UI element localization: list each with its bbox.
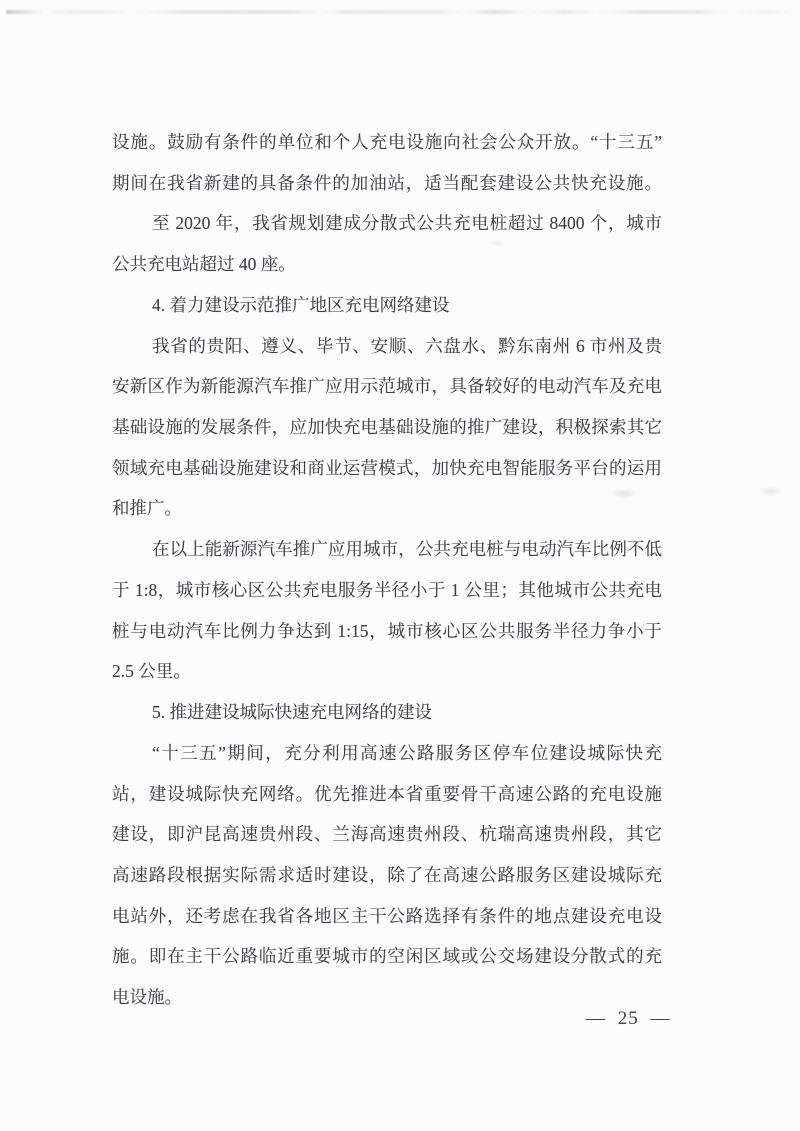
text-line: 领域充电基础设施建设和商业运营模式，加快充电智能服务平台的运用 xyxy=(112,457,662,478)
text-line: 建设，即沪昆高速贵州段、兰海高速贵州段、杭瑞高速贵州段，其它 xyxy=(112,824,662,845)
text-line: 期间在我省新建的具备条件的加油站，适当配套建设公共快充设施。 xyxy=(112,172,662,193)
section-heading: 4. 着力建设示范推广地区充电网络建设 xyxy=(152,294,450,315)
text-line: 在以上能新源汽车推广应用城市，公共充电桩与电动汽车比例不低 xyxy=(152,539,662,560)
text-line: 站，建设城际快充网络。优先推进本省重要骨干高速公路的充电设施 xyxy=(112,783,662,804)
text-line: 2.5 公里。 xyxy=(112,661,191,682)
text-line: 于 1:8，城市核心区公共充电服务半径小于 1 公里；其他城市公共充电 xyxy=(112,579,662,600)
text-line: 电站外，还考虑在我省各地区主干公路选择有条件的地点建设充电设 xyxy=(112,905,662,926)
text-line: 施。即在主干公路临近重要城市的空闲区域或公交场建设分散式的充 xyxy=(112,946,662,967)
scan-smudge xyxy=(758,487,784,496)
page-number: — 25 — xyxy=(586,1008,671,1029)
section-heading: 5. 推进建设城际快速充电网络的建设 xyxy=(152,702,432,723)
text-line: 安新区作为新能源汽车推广应用示范城市，具备较好的电动汽车及充电 xyxy=(112,376,662,397)
scan-artifact-top-streak xyxy=(6,10,794,14)
text-line: 电设施。 xyxy=(112,987,182,1008)
text-line: 基础设施的发展条件，应加快充电基础设施的推广建设，积极探索其它 xyxy=(112,417,662,438)
text-line: “十三五”期间，充分利用高速公路服务区停车位建设城际快充 xyxy=(152,742,662,763)
text-line: 设施。鼓励有条件的单位和个人充电设施向社会公众开放。“十三五” xyxy=(112,132,662,152)
text-line: 公共充电站超过 40 座。 xyxy=(112,254,296,275)
document-page xyxy=(112,122,662,1018)
text-line: 高速路段根据实际需求适时建设，除了在高速公路服务区建设城际充 xyxy=(112,864,662,885)
text-line: 和推广。 xyxy=(112,498,182,519)
text-line: 桩与电动汽车比例力争达到 1:15，城市核心区公共服务半径力争小于 xyxy=(112,620,662,641)
text-line: 我省的贵阳、遵义、毕节、安顺、六盘水、黔东南州 6 市州及贵 xyxy=(152,335,662,356)
text-line: 至 2020 年，我省规划建成分散式公共充电桩超过 8400 个，城市 xyxy=(152,213,662,234)
